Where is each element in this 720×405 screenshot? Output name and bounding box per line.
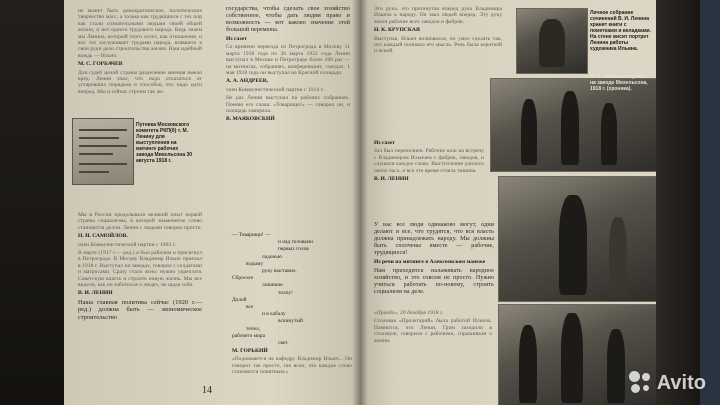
figure-silhouette [519, 325, 537, 403]
speech-photo [498, 176, 658, 302]
right-column-lower [374, 222, 494, 298]
avito-logo-icon [629, 371, 653, 395]
center-column [226, 6, 350, 125]
center-bottom-text: «Поднимается на кафедру Владимир Ильич... Он говорит так просто, так ясно, что каждое слово становится понятным.» [232, 356, 352, 376]
figure-silhouette [521, 99, 537, 165]
portrait-caption: Личное собрание сочинений В. И. Ленина хранит книги с пометками и вкладками. На стене висит портрет Ленина работы художника Ильина. [590, 10, 651, 52]
portrait-figure [539, 19, 565, 67]
poem-line: Долой [232, 296, 247, 303]
poem-line: все [246, 304, 254, 311]
right-text-5: Столовая «Пролетарий» была работой Ильича. Помнится, что Ленин, Грим заходили в столовую, говорили с рабочими, спрашивали о жизни. [374, 318, 492, 344]
right-column-mid [374, 140, 484, 184]
letter-photo [72, 118, 134, 185]
right-text-2: Зал был переполнен. Рабочие шли на встречу с Владимиром Ильичем с фабрик, заводов, и слушали каждое слово. Выступление длилось около часа, и все это время стояла тишина. [374, 148, 484, 174]
center-top-text: государства, чтобы сделать свое хозяйство собственное, чтобы дать людям право и возможность — вот каково значение этой большой перемены. [226, 6, 350, 33]
poem-line: свет. [278, 340, 289, 347]
left-column-bottom [78, 212, 202, 323]
letter-line [79, 137, 119, 139]
left-author-lenin: В. И. ЛЕНИН [78, 290, 113, 297]
poem-line: тепел, [246, 325, 261, 332]
poem-line: вздыму [246, 260, 264, 267]
right-quote-source: «Правда», 20 декабря 1918 г. [374, 310, 444, 316]
poem-line: толпу! [278, 289, 293, 296]
right-top-text: Это рука, это протянутая вперед рука Владимира Ильича к народу. Он звал людей вперед. Эту руку знали рабочие всех заводов и фабрик. [374, 6, 502, 25]
left-lower-text-2: В марте (1917 г.— ред.) я был рабочим и присягнул в Петрограде. В Москву Владимир Ильич приехал в 1918 г. Выступал на заводах, говорил с солдатами и матросами. Сразу стало ясно: нужно укреплять Советскую власть и строить новую жизнь. Мы все видели, как он заботился о людях, не щадя себя. [78, 250, 202, 289]
letter-line [79, 171, 109, 173]
left-column-top [78, 8, 202, 97]
center-author-andreev-sub: член Коммунистической партии с 1914 г. [226, 86, 324, 93]
right-text-1: Выступая, Ильич волновался, но умел сделать так, что каждый понимал его мысль. Речь была короткой и ясной. [374, 35, 502, 55]
right-column-top [374, 6, 502, 57]
poem-line: Сбросьте [232, 275, 254, 282]
right-heading-speech: Из речи на митинге в Алексеевском манеже [374, 259, 486, 265]
portrait-photo [516, 8, 588, 74]
avito-watermark [629, 371, 706, 395]
poem-line: — Товарищи! — [232, 232, 271, 238]
right-text-3: У нас все люди одинаково могут, одни делают и все, что трудятся, что вся власть должна принадлежать народу. Мы должны быть сплочены вместе — рабочие, трудящиеся! [374, 222, 494, 256]
crowd-photo-top [490, 78, 658, 172]
poem-line: и над головами [278, 239, 313, 246]
right-heading-lenin: В. И. ЛЕНИН [374, 176, 409, 183]
left-author-samoilov-sub: член Коммунистической партии с 1903 г. [78, 241, 176, 248]
center-heading-gazety: Из газет [226, 36, 247, 42]
mayakovsky-poem [232, 232, 352, 347]
book-spine [700, 0, 720, 405]
poem-line: рабочего мира [232, 332, 265, 339]
speaker-silhouette [559, 195, 587, 295]
poem-line: лишнюю [262, 282, 283, 289]
letter-line [79, 145, 127, 147]
right-heading-gazety: Из газет [374, 140, 395, 146]
crowd-caption: В. И. Ленин выступает на заводе Михельсона, 1918 г. (хроника). [590, 74, 648, 92]
figure-silhouette [561, 313, 583, 403]
figure-silhouette [561, 91, 579, 165]
avito-brand-text: Avito [656, 371, 706, 394]
poem-line: ладонью [262, 253, 282, 260]
right-column-bottom [374, 310, 492, 346]
poem-line: и в кабалу [262, 311, 286, 318]
left-lower-text: Мы в России проделывали великий опыт первой страны социализма, в которой знаменитое слово становится делом. Ленин с людьми говорил просто. [78, 212, 202, 231]
center-column-bottom [232, 348, 352, 378]
center-author-gorky: М. ГОРЬКИЙ [232, 348, 268, 354]
left-bottom-text: Наша главная политика сейчас (1920 г.— ред.) должна быть — экономическое строительство [78, 298, 202, 321]
figure-silhouette [609, 217, 627, 297]
center-text-1: Со времени переезда из Петрограда в Москву 11 марта 1918 года по 30 марта 1922 года Ленин выступал в Москве и Петрограде более 200 раз — на митингах, собраниях, конференциях, съездах. 1 мая 1918 года он выступал на Красной площади. [226, 44, 350, 77]
letter-line [79, 163, 127, 165]
center-author-mayakovsky: В. МАЯКОВСКИЙ [226, 116, 275, 123]
center-text-2: Не раз Ленин выступал на рабочих собраниях. Помню его слова: «Товарищи!» — говорил он, и площадь замирала. [226, 95, 350, 115]
center-author-andreev: А. А. АНДРЕЕВ, [226, 78, 268, 85]
letter-line [79, 129, 127, 131]
right-text-4: Нам приходится налаживать народное хозяйство, и это совсем не просто. Нужно учиться работать по-новому, строить социализм на деле. [374, 268, 494, 295]
poem-line: первых голов [278, 246, 309, 253]
page-number: 14 [202, 385, 212, 396]
left-top-text: не может быть демократическое, политическое творчество масс, а только как трудящихся с тех пор как стали сознательными людьми своей общей жизни, и нет одного трудового народа. Ведь знаем мы Ленина, который этого хотел, как отношения, и все это заслуживает трудами народа, взявшего в свои руки дело строительства жизни. Наш идейный вождь — Ильич. [78, 8, 202, 59]
left-author-samoilov: Н. И. САМОЙЛОВ. [78, 233, 128, 240]
book-gutter [352, 0, 368, 405]
left-mid-text: Для судеб целой страны разделение мнения имело вред. Ленин знал, что надо отказаться от устаревших порядков и способов, что надо идти вперед. Мы и сейчас строим так же. [78, 69, 202, 95]
letter-line [79, 153, 113, 155]
figure-silhouette [601, 103, 617, 165]
poem-line: вскинутый [278, 318, 303, 325]
right-heading-krupskaya: Н. К. КРУПСКАЯ [374, 27, 420, 34]
figure-silhouette [607, 329, 625, 403]
left-author-gorbachev: М. С. ГОРБАЧЕВ [78, 61, 123, 68]
poem-line: руку выставил. [262, 268, 297, 275]
letter-photo-caption: Путевка Московского комитета РКП(б) т. М. Ленину для выступления на митинге рабочих завода Михельсона 30 августа 1918 г. [136, 122, 193, 164]
